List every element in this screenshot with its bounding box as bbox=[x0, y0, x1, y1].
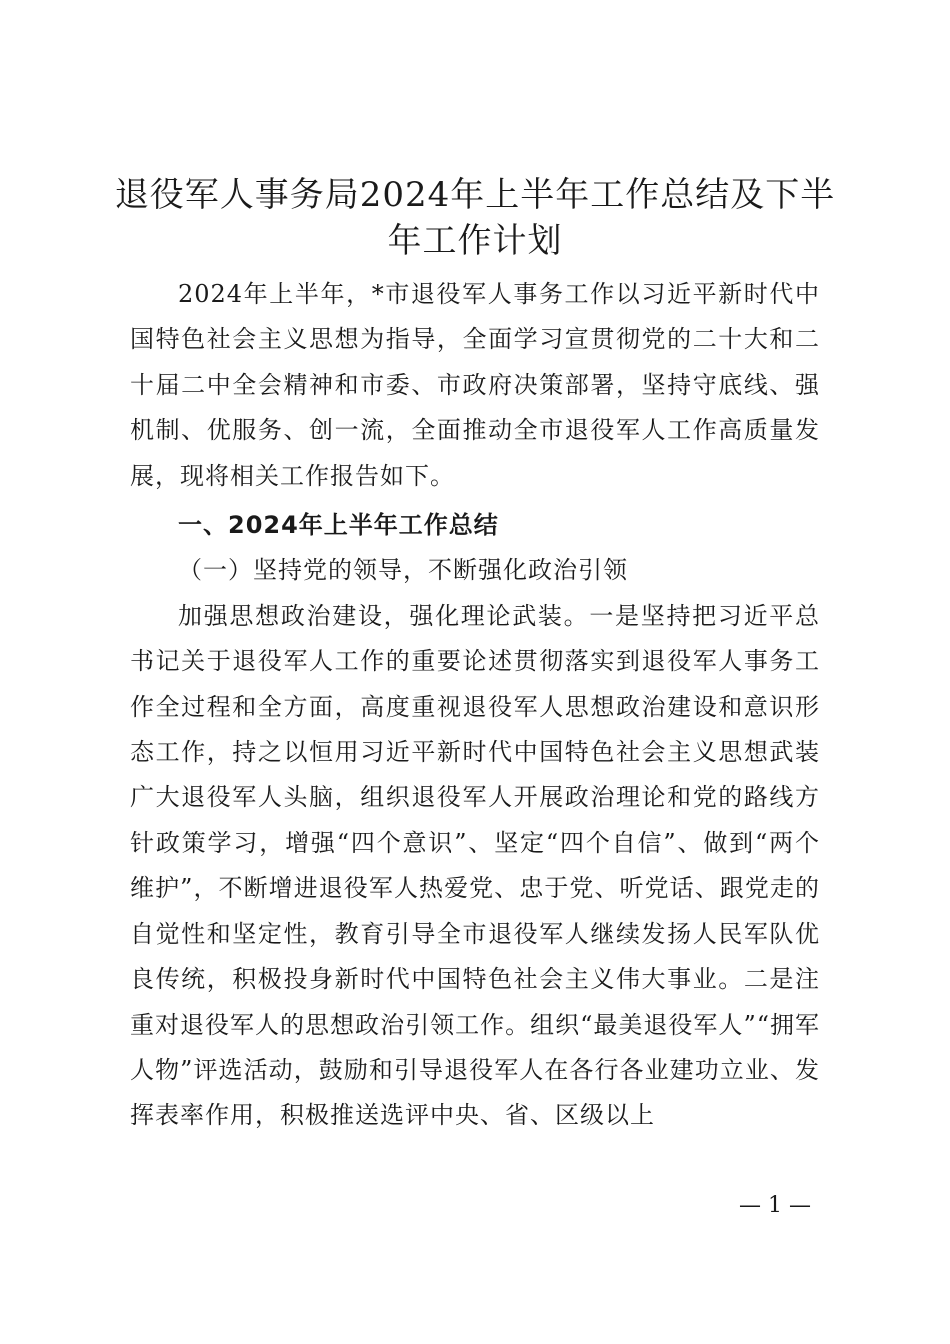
intro-paragraph: 2024年上半年，*市退役军人事务工作以习近平新时代中国特色社会主义思想为指导，全面学习宣贯彻党的二十大和二十届二中全会精神和市委、市政府决策部署，坚持守底线、强机制、优服务、创一流，全面推动全市退役军人工作高质量发展，现将相关工作报告如下。 bbox=[130, 280, 820, 490]
body-paragraph-1: 加强思想政治建设，强化理论武装。一是坚持把习近平总书记关于退役军人工作的重要论述贯彻落实到退役军人事务工作全过程和全方面，高度重视退役军人思想政治建设和意识形态工作，持之以恒用习近平新时代中国特色社会主义思想武装广大退役军人头脑，组织退役军人开展政治理论和党的路线方针政策学习，增强“四个意识”、坚定“四个自信”、做到“两个维护”，不断增进退役军人热爱党、忠于党、听党话、跟党走的自觉性和坚定性，教育引导全市退役军人继续发扬人民军队优良传统，积极投身新时代中国特色社会主义伟大事业。二是注重对退役军人的思想政治引领工作。组织“最美退役军人”“拥军人物”评选活动，鼓励和引导退役军人在各行各业建功立业、发挥表率作用，积极推送选评中央、省、区级以上 bbox=[130, 601, 820, 1130]
document-title: 退役军人事务局2024年上半年工作总结及下半年工作计划 bbox=[114, 175, 836, 261]
subsection-heading-1: （一）坚持党的领导，不断强化政治引领 bbox=[178, 556, 628, 585]
page-number: — 1 — bbox=[739, 1193, 811, 1218]
document-body bbox=[130, 272, 820, 1139]
section-heading-1: 一、2024年上半年工作总结 bbox=[178, 511, 499, 540]
